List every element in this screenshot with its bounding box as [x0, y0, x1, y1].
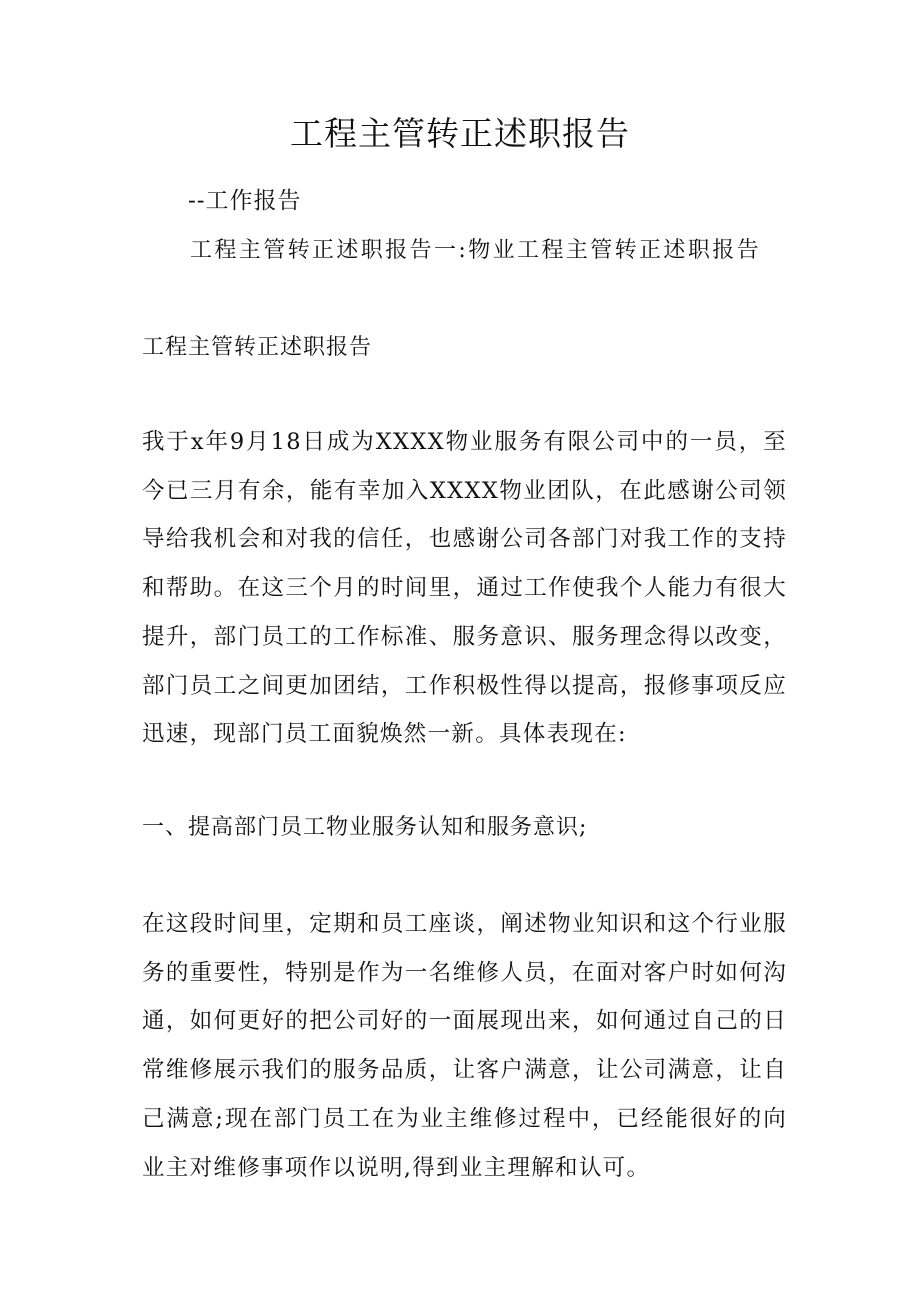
- document-title: 工程主管转正述职报告: [290, 114, 630, 153]
- body-paragraph-1: 我于x年9月18日成为XXXX物业服务有限公司中的一员，至今已三月有余，能有幸加入XXXX物业团队，在此感谢公司领导给我机会和对我的信任，也感谢公司各部门对我工作的支持和帮助。在这三个月的时间里，通过工作使我个人能力有很大提升，部门员工的工作标准、服务意识、服务理念得以改变，部门员工之间更加团结，工作积极性得以提高，报修事项反应迅速，现部门员工面貌焕然一新。具体表现在:: [142, 429, 787, 748]
- document-subtitle: --工作报告: [188, 188, 302, 214]
- document-subheading: 工程主管转正述职报告一:物业工程主管转正述职报告: [190, 238, 762, 263]
- body-paragraph-2: 在这段时间里，定期和员工座谈，阐述物业知识和这个行业服务的重要性，特别是作为一名维修人员，在面对客户时如何沟通，如何更好的把公司好的一面展现出来，如何通过自己的日常维修展示我们的服务品质，让客户满意，让公司满意，让自己满意;现在部门员工在为业主维修过程中，已经能很好的向业主对维修事项作以说明,得到业主理解和认可。: [142, 911, 787, 1181]
- section-heading: 工程主管转正述职报告: [142, 335, 373, 360]
- item-1-heading: 一、提高部门员工物业服务认知和服务意识;: [142, 815, 588, 840]
